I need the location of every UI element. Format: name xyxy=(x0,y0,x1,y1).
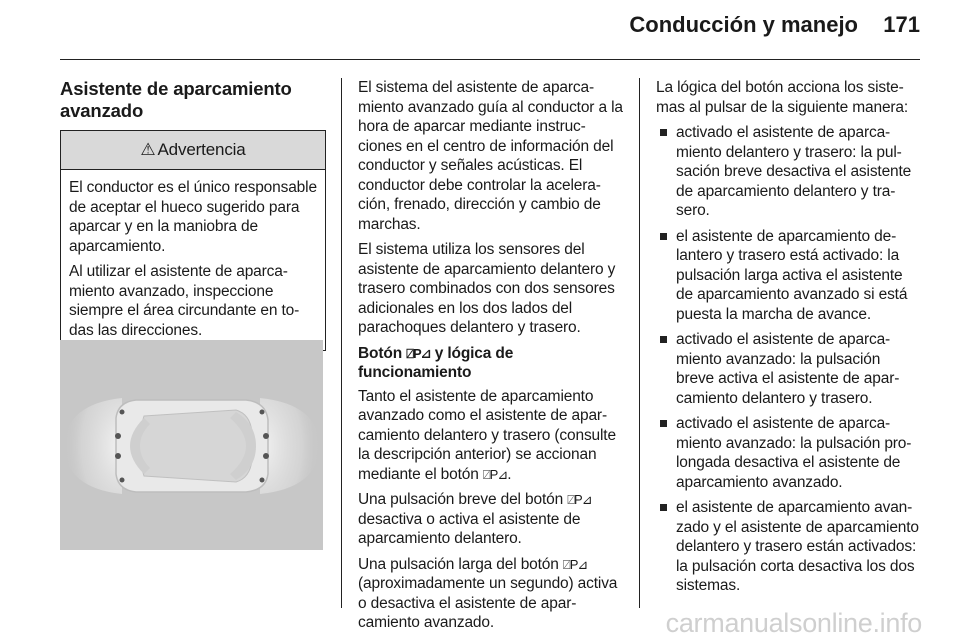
warning-paragraph: El conductor es el único responsable de aceptar el hueco sugerido para aparcar y en la maniobra de aparcamiento. xyxy=(69,179,317,255)
body-paragraph: El sistema del asistente de aparcamiento avanzado guía al conductor a la hora de aparcar mediante instrucciones en el centro de información del conductor y señales acústicas. El conductor debe controlar la aceleración, frenado, dirección y cambio de marchas. xyxy=(358,79,623,233)
body-text: (aproximadamente un segundo) activa o desactiva el asistente de aparcamiento avanzado. xyxy=(358,575,618,631)
column-left xyxy=(60,78,326,351)
parking-button-icon: ⍁P⊿ xyxy=(567,492,592,507)
warning-icon: ⚠ xyxy=(140,140,156,159)
parking-button-icon: ⍁P⊿ xyxy=(406,345,431,361)
subheading-text: Botón xyxy=(358,344,403,362)
warning-box xyxy=(60,130,326,351)
body-text: desactiva o activa el asistente de aparcamiento delantero. xyxy=(358,510,581,547)
page-number: 171 xyxy=(883,12,920,37)
list-item: activado el asistente de aparcamiento avanzado: la pulsación prolongada desactiva el asistente de aparcamiento avanzado. xyxy=(656,414,922,492)
parking-button-icon: ⍁P⊿ xyxy=(482,466,508,482)
section-title-line: Asistente de aparcamiento xyxy=(60,78,292,99)
car-top-view-icon xyxy=(60,340,323,550)
front-sensor-dot xyxy=(260,478,265,483)
body-text: Una pulsación larga del botón xyxy=(358,555,559,573)
subheading xyxy=(358,344,624,383)
rear-sensor-dot xyxy=(115,453,121,459)
front-sensor-dot xyxy=(263,433,269,439)
warning-header xyxy=(61,131,325,170)
warning-paragraph: Al utilizar el asistente de aparcamiento avanzado, inspeccione siempre el área circundante en todas las direcciones. xyxy=(69,263,300,339)
section-title-line: avanzado xyxy=(60,100,144,121)
list-item: el asistente de aparcamiento delantero y trasero está activado: la pulsación larga activa el asistente de aparcamiento avanzado si está puesta la marcha de avance. xyxy=(656,227,922,325)
rear-sensor-zone xyxy=(64,398,122,494)
body-text: . xyxy=(507,465,512,483)
front-sensor-zone xyxy=(260,398,320,494)
body-paragraph: La lógica del botón acciona los sistemas al pulsar de la siguiente manera: xyxy=(656,79,909,116)
column-right xyxy=(656,78,922,602)
section-title xyxy=(60,78,326,122)
body-paragraph: El sistema utiliza los sensores del asistente de aparcamiento delantero y trasero combinados con dos sensores adicionales en los dos lados del parachoques delantero y trasero. xyxy=(358,241,616,336)
body-text: Una pulsación breve del botón xyxy=(358,491,564,508)
body-text: Tanto el asistente de aparcamiento avanzado como el asistente de aparcamiento delantero y trasero (consulte la descripción anterior) se accionan mediante el botón xyxy=(358,387,616,483)
front-sensor-dot xyxy=(263,453,269,459)
header-rule xyxy=(60,59,920,60)
column-middle xyxy=(358,78,624,639)
parking-button-icon: ⍁P⊿ xyxy=(562,556,588,572)
body-paragraph xyxy=(358,387,624,485)
rear-sensor-dot xyxy=(120,478,125,483)
column-divider xyxy=(639,78,640,608)
warning-title: Advertencia xyxy=(157,140,246,159)
rear-sensor-dot xyxy=(115,433,121,439)
list-item: activado el asistente de aparcamiento delantero y trasero: la pulsación breve desactiva el asistente de aparcamiento delantero y trasero. xyxy=(656,123,922,221)
body-paragraph xyxy=(358,490,624,549)
warning-body xyxy=(61,170,325,350)
parking-sensor-illustration xyxy=(60,340,323,550)
rear-sensor-dot xyxy=(120,410,125,415)
subheading-text: y lógica de funcionamiento xyxy=(358,344,514,381)
list-item: activado el asistente de aparcamiento avanzado: la pulsación breve activa el asistente de aparcamiento delantero y trasero. xyxy=(656,330,922,408)
column-divider xyxy=(341,78,342,608)
watermark: carmanualsonline.info xyxy=(665,608,922,638)
page-header-title: Conducción y manejo xyxy=(629,12,858,37)
bullet-list xyxy=(656,123,922,596)
front-sensor-dot xyxy=(260,410,265,415)
list-item: el asistente de aparcamiento avanzado y el asistente de aparcamiento delantero y trasero están activados: la pulsación corta desactiva los dos sistemas. xyxy=(656,498,922,596)
